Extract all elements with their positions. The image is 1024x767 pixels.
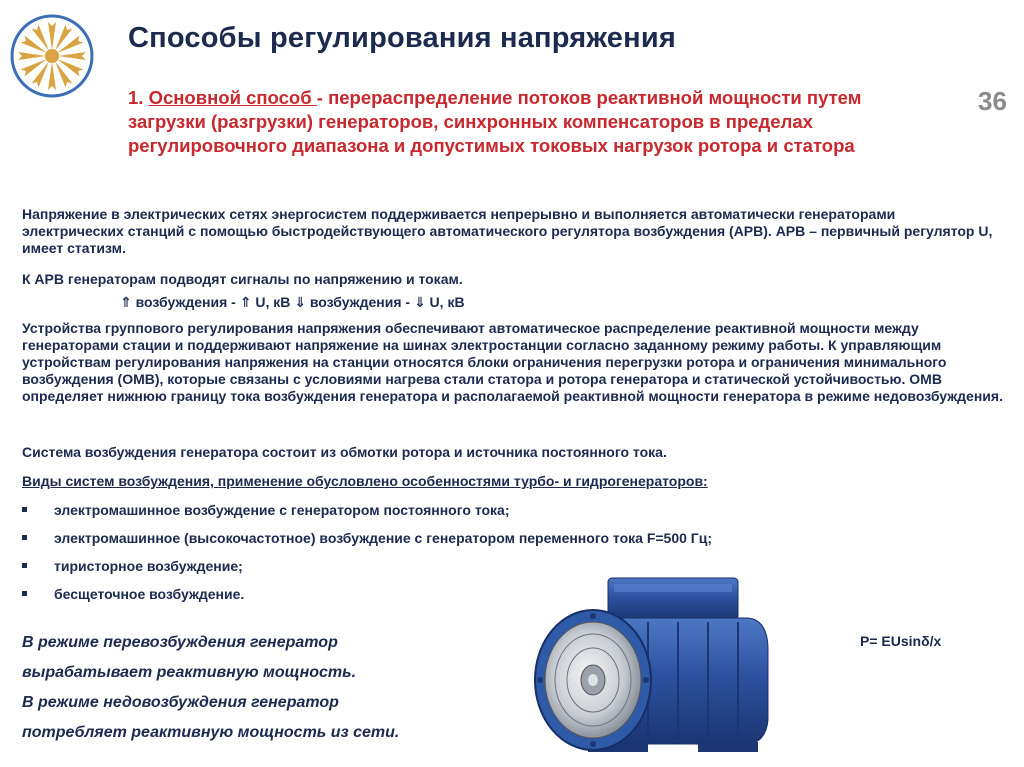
bullet-icon xyxy=(22,507,27,512)
subtitle-prefix: 1. xyxy=(128,87,149,108)
power-formula: P= EUsinδ/x xyxy=(860,633,942,649)
paragraph-group-regulation: Устройства группового регулирования напряжения обеспечивают автоматическое распределение реактивной мощности между генераторами стации и поддерживают напряжение на шинах электростанции согласно заданному режиму работы. К управляющим устройствам регулирования напряжения на станции относятся блоки ограничения перегрузки ротора и ограничения минимального возбуждения (ОМВ), которые связаны с условиями нагрева стали статора и ротора генератора и статической устойчивостью. ОМВ определяет нижнюю границу тока возбуждения генератора и располагаемой реактивной мощности генератора в режиме недовозбуждения. xyxy=(22,320,1003,404)
page-number: 36 xyxy=(978,86,1007,116)
bullet-icon xyxy=(22,535,27,540)
mode-description: В режиме перевозбуждения генератор вырабатывает реактивную мощность. В режиме недовозбуждения генератор потребляет реактивную мощность из сети. xyxy=(22,634,400,741)
subtitle-underlined: Основной способ xyxy=(148,87,317,108)
paragraph-arv: Напряжение в электрических сетях энергосистем поддерживается непрерывно и выполняется автоматически генераторами электрических станций с помощью быстродействующего автоматического регулятора возбуждения (АРВ). АРВ – первичный регулятор U, имеет статизм. xyxy=(22,206,993,256)
excitation-formula: ⇑ возбуждения - ⇑ U, кВ ⇓ возбуждения - ⇓ U, кВ xyxy=(120,294,465,310)
paragraph-excitation-system: Система возбуждения генератора состоит из обмотки ротора и источника постоянного тока. xyxy=(22,444,667,460)
subtitle-rest: - перераспределение потоков реактивной мощности путем загрузки (разгрузки) генераторов, синхронных компенсаторов в пределах регулировочного диапазона и допустимых токовых нагрузок ротора и статора xyxy=(128,87,862,156)
list-item: бесщеточное возбуждение. xyxy=(22,580,712,608)
bullet-icon xyxy=(22,563,27,568)
generator-icon xyxy=(528,570,778,760)
company-logo-icon xyxy=(8,4,116,104)
paragraph-signals: К АРВ генераторам подводят сигналы по напряжению и токам. xyxy=(22,271,463,287)
list-item: электромашинное (высокочастотное) возбуждение с генератором переменного тока F=500 Гц; xyxy=(22,524,712,552)
subtitle xyxy=(128,86,938,158)
list-item: тиристорное возбуждение; xyxy=(22,552,712,580)
paragraph-excitation-types: Виды систем возбуждения, применение обусловлено особенностями турбо- и гидрогенераторов: xyxy=(22,473,708,489)
list-item: электромашинное возбуждение с генератором постоянного тока; xyxy=(22,496,712,524)
page-title: Способы регулирования напряжения xyxy=(128,22,676,54)
bullet-icon xyxy=(22,591,27,596)
